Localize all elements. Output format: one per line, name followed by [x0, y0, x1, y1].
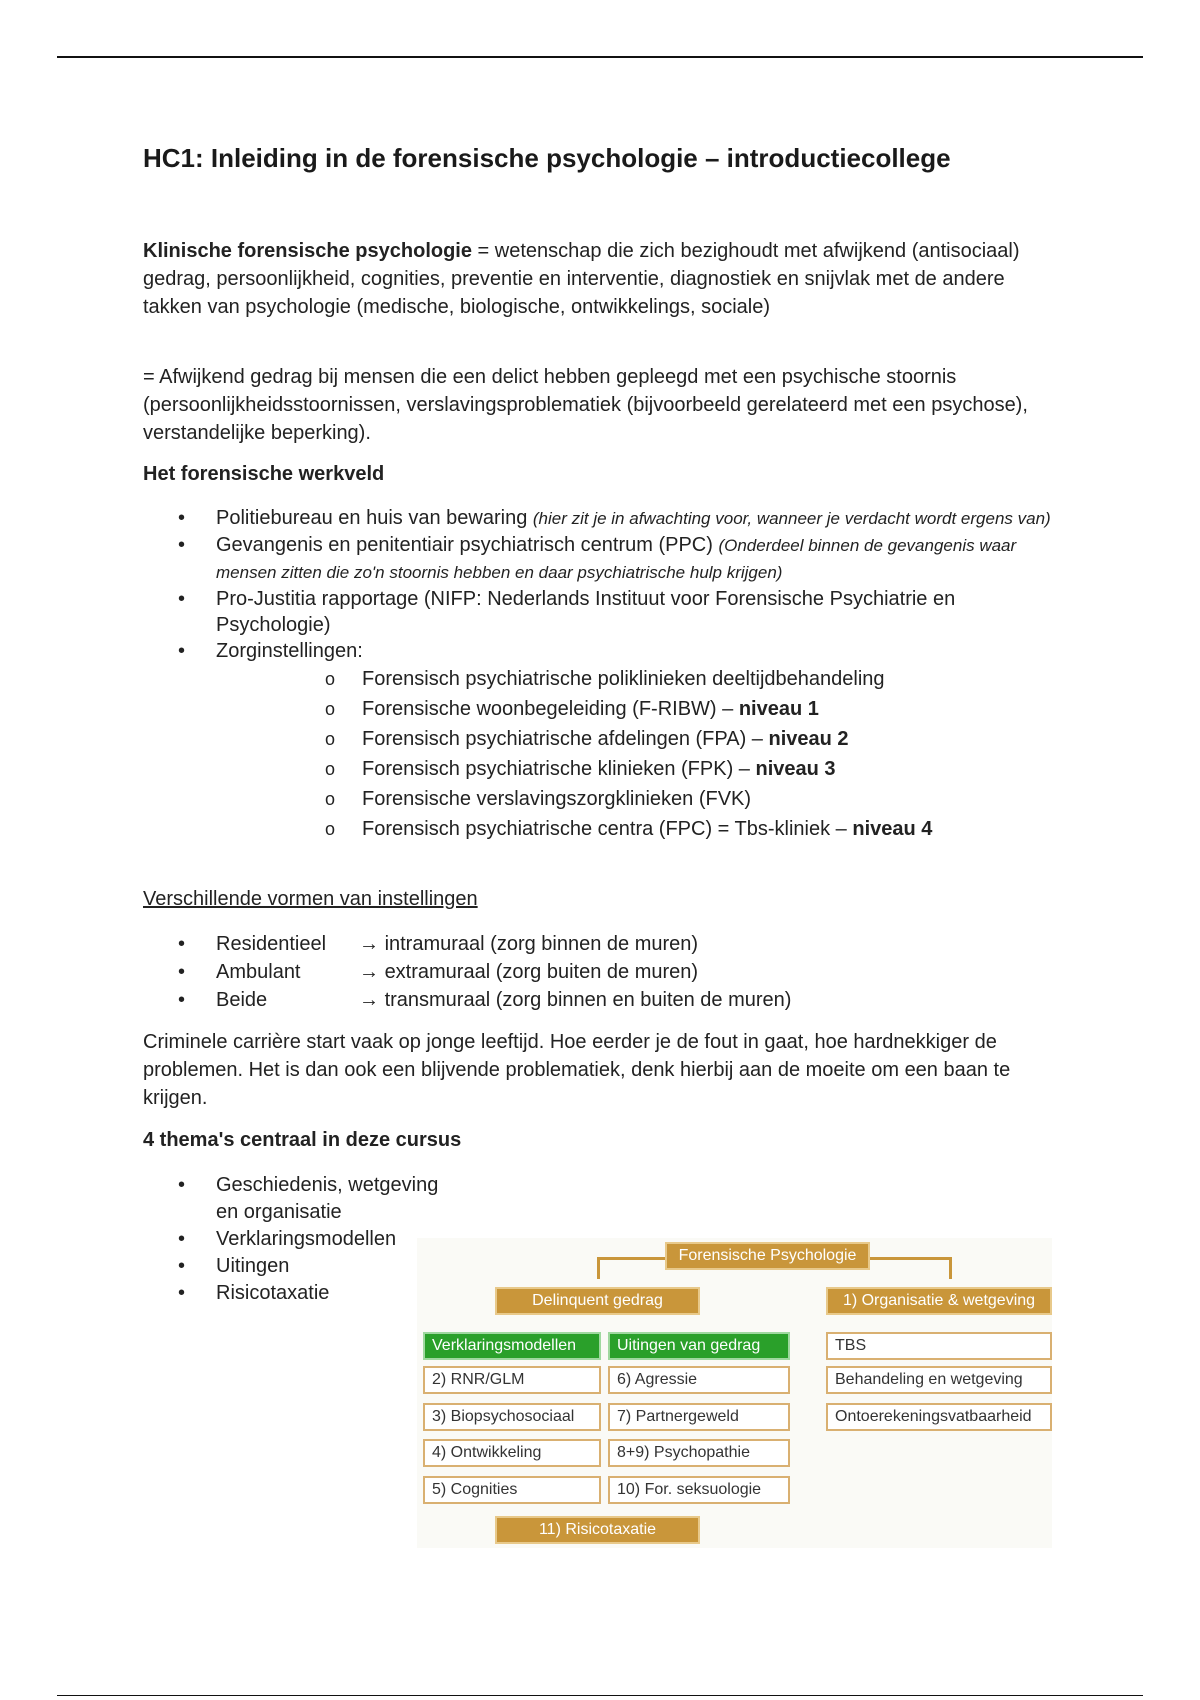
- forensische-diagram: [417, 1238, 1052, 1548]
- page-title: HC1: Inleiding in de forensische psychologie – introductiecollege: [143, 143, 951, 173]
- werkveld-list: [143, 505, 1063, 844]
- root-node: Forensische Psychologie: [665, 1242, 870, 1270]
- sub-item-text: Forensisch psychiatrische afdelingen (FPA) –: [362, 728, 769, 750]
- col-b-item: 8+9) Psychopathie: [608, 1439, 790, 1467]
- themas-list: [143, 1172, 443, 1307]
- list-item: • Geschiedenis, wetgeving en organisatie: [143, 1172, 443, 1226]
- intro-paragraph: [143, 237, 1058, 321]
- col-c-item: Behandeling en wetgeving: [826, 1366, 1052, 1394]
- list-item: • Risicotaxatie: [143, 1280, 443, 1307]
- col-a-item: 5) Cognities: [423, 1476, 601, 1504]
- intro-definition: = wetenschap die zich bezighoudt met afwijkend (antisociaal) gedrag, persoonlijkheid, cognities, preventie en interventie, diagnostiek en snijvlak met de andere takken van psychologie (medische, biologische, ontwikkelings, sociale): [143, 240, 1020, 318]
- list-item: [143, 958, 1063, 986]
- bottom-node: 11) Risicotaxatie: [495, 1516, 700, 1544]
- item-text: Zorginstellingen:: [216, 640, 363, 662]
- carriere-paragraph: Criminele carrière start vaak op jonge leeftijd. Hoe eerder je de fout in gaat, hoe hardnekkiger de problemen. Het is dan ook een blijvende problematiek, denk hierbij aan de moeite om een baan te krijgen.: [143, 1031, 1011, 1109]
- list-item: [143, 505, 1063, 532]
- definition-2: = Afwijkend gedrag bij mensen die een delict hebben gepleegd met een psychische stoornis (persoonlijkheidsstoornissen, verslavingsproblematiek (bijvoorbeeld gerelateerd met een psychose), verstandelijke beperking).: [143, 366, 1028, 444]
- arrow-icon: →: [359, 961, 379, 983]
- col-b-item: 7) Partnergeweld: [608, 1403, 790, 1431]
- col-a-item: 4) Ontwikkeling: [423, 1439, 601, 1467]
- col-b-item: 10) For. seksuologie: [608, 1476, 790, 1504]
- sub-item-text: Forensisch psychiatrische klinieken (FPK) –: [362, 758, 756, 780]
- col-a-item: 3) Biopsychosociaal: [423, 1403, 601, 1431]
- werkveld-heading: Het forensische werkveld: [143, 463, 385, 485]
- sub-item: [216, 784, 1063, 814]
- left-branch-node: Delinquent gedrag: [495, 1287, 700, 1315]
- connector: [597, 1257, 600, 1279]
- sub-item: [216, 664, 1063, 694]
- top-rule: [57, 56, 1143, 58]
- item-text: Pro-Justitia rapportage (NIFP: Nederlands Instituut voor Forensische Psychiatrie en Psychologie): [216, 588, 956, 636]
- sub-item-text: Forensisch psychiatrische centra (FPC) = Tbs-kliniek –: [362, 818, 853, 840]
- col-b-header: Uitingen van gedrag: [608, 1332, 790, 1360]
- col-b-item: 6) Agressie: [608, 1366, 790, 1394]
- sub-item-level: niveau 2: [768, 728, 849, 750]
- zorg-sublist: [216, 664, 1063, 844]
- col-a-header: Verklaringsmodellen: [423, 1332, 601, 1360]
- vorm-desc: intramuraal (zorg binnen de muren): [384, 933, 699, 955]
- item-text: Gevangenis en penitentiair psychiatrisch centrum (PPC): [216, 534, 719, 556]
- item-note: (hier zit je in afwachting voor, wanneer je verdacht wordt ergens van): [532, 509, 1051, 528]
- vormen-heading: Verschillende vormen van instellingen: [143, 888, 478, 910]
- vorm-type: Residentieel: [216, 933, 327, 955]
- item-text: Politiebureau en huis van bewaring: [216, 507, 533, 529]
- list-item: [143, 986, 1063, 1014]
- col-c-item: Ontoerekeningsvatbaarheid: [826, 1403, 1052, 1431]
- list-item: [143, 532, 1063, 586]
- vorm-desc: extramuraal (zorg buiten de muren): [384, 961, 699, 983]
- list-item: • Uitingen: [143, 1253, 443, 1280]
- sub-item-level: niveau 1: [738, 698, 819, 720]
- arrow-icon: →: [359, 989, 379, 1011]
- sub-item: [216, 694, 1063, 724]
- bottom-rule: [57, 1695, 1143, 1696]
- list-item: [143, 930, 1063, 958]
- col-c-item: TBS: [826, 1332, 1052, 1360]
- connector: [949, 1257, 952, 1279]
- vorm-type: Beide: [216, 989, 268, 1011]
- vorm-type: Ambulant: [216, 961, 301, 983]
- sub-item-level: niveau 4: [852, 818, 933, 840]
- vormen-list: [143, 930, 1063, 1014]
- vorm-desc: transmuraal (zorg binnen en buiten de muren): [384, 989, 792, 1011]
- right-branch-node: 1) Organisatie & wetgeving: [826, 1287, 1052, 1315]
- col-a-item: 2) RNR/GLM: [423, 1366, 601, 1394]
- sub-item-level: niveau 3: [755, 758, 836, 780]
- sub-item: [216, 814, 1063, 844]
- sub-item: [216, 724, 1063, 754]
- themas-heading: 4 thema's centraal in deze cursus: [143, 1129, 462, 1151]
- arrow-icon: →: [359, 933, 379, 955]
- sub-item-text: Forensische woonbegeleiding (F-RIBW) –: [362, 698, 739, 720]
- list-item: [143, 638, 1063, 844]
- sub-item-text: Forensische verslavingszorgklinieken (FVK): [362, 788, 752, 810]
- sub-item-text: Forensisch psychiatrische poliklinieken deeltijdbehandeling: [362, 668, 885, 690]
- list-item: [143, 586, 1063, 638]
- sub-item: [216, 754, 1063, 784]
- connector: [862, 1257, 952, 1260]
- item-note: (Onderdeel binnen de gevangenis waar mensen zitten die zo'n stoornis hebben en daar psychiatrische hulp krijgen): [216, 536, 1017, 582]
- list-item: • Verklaringsmodellen: [143, 1226, 443, 1253]
- intro-term: Klinische forensische psychologie: [143, 240, 472, 262]
